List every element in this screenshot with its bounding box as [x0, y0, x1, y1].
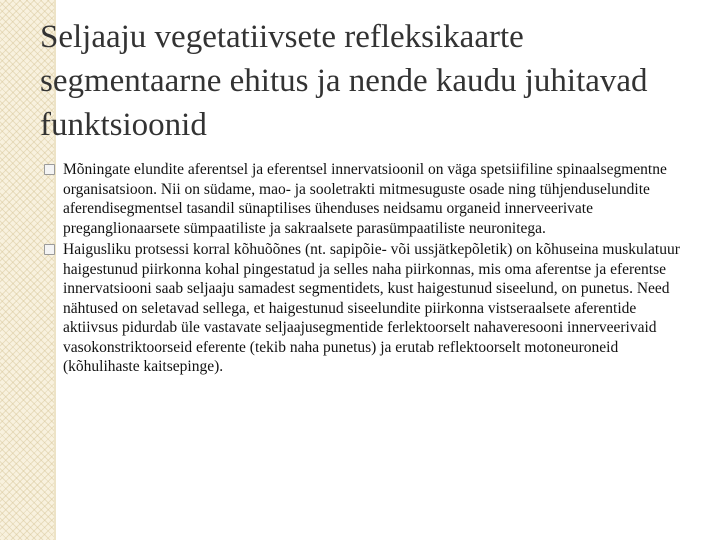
checkbox-square-icon [44, 164, 55, 175]
bullet-item-2 [44, 240, 680, 377]
bullet-list [44, 160, 680, 379]
checkbox-square-icon [44, 244, 55, 255]
bullet-text-1: Mõningate elundite aferentsel ja eferentsel innervatsioonil on väga spetsiifiline spinaalsegmentne organisatsioon. Nii on südame, mao- ja sooletrakti mitmesuguste osade ning tühjenduselundite aferendisegmentsel tasandil sünaptilises ühenduses neidsamu organeid innerveerivate preganglionaarsete sümpaatiliste ja sakraalsete parasümpaatiliste neuronitega. [63, 161, 667, 237]
bullet-text-2: Haigusliku protsessi korral kõhuõõnes (nt. sapipõie- või ussjätkepõletik) on kõhuseina muskulatuur haigestunud piirkonna kohal pingestatud ja selles naha piirkonnas, mis oma aferentse ja eferentse innervatsiooni saab seljaaju samadest segmentidets, kust haigestunud siseelund, on punetus. Need nähtused on seletavad sellega, et haigestunud siseelundite piirkonna vistseraalsete aferentide aktiivsus pidurdab üle vastavate seljaajusegmentide ferlektoorselt nahaveresooni innerveerivaid vasokonstriktoorseid eferente (tekib naha punetus) ja erutab reflektoorselt motoneuroneid (kõhulihaste kaitsepinge). [63, 241, 680, 375]
slide-title: Seljaaju vegetatiivsete refleksikaarte segmentaarne ehitus ja nende kaudu juhitavad funktsioonid [40, 19, 648, 143]
bullet-item-1 [44, 160, 680, 238]
